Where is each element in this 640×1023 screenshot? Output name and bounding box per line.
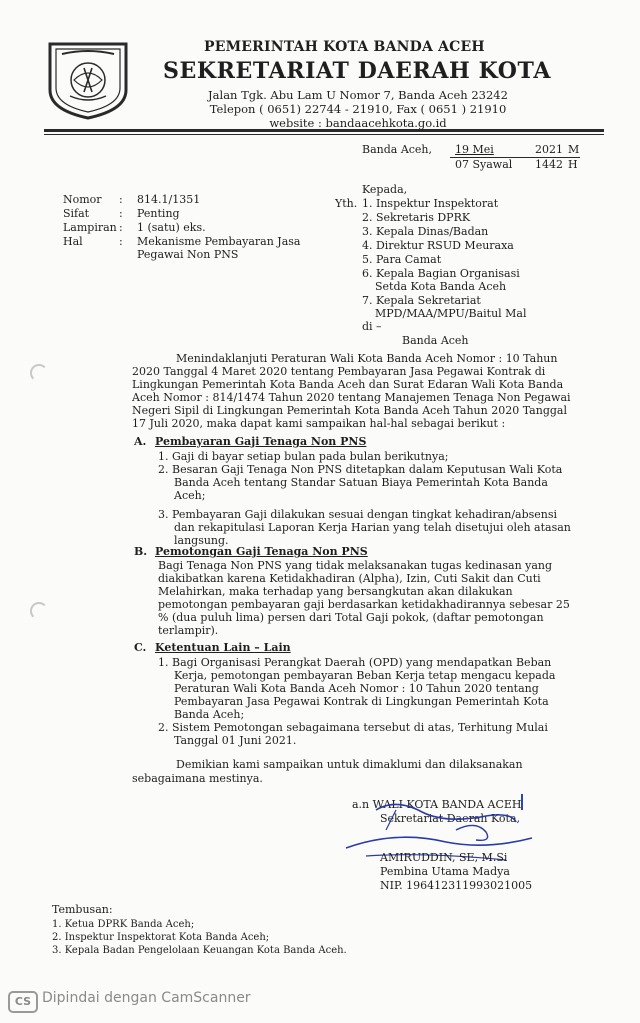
body-line: langsung.: [174, 534, 229, 547]
date-h: H: [568, 158, 578, 171]
punch-hole-mark: [30, 602, 48, 620]
date-m: M: [568, 143, 580, 156]
body-line: dan rekapitulasi Laporan Kerja Harian yang telah disetujui oleh atasan: [174, 521, 571, 534]
recipients-city: Banda Aceh: [402, 334, 469, 347]
meta-lampiran-value: 1 (satu) eks.: [137, 221, 206, 234]
body-line: 1. Bagi Organisasi Perangkat Daerah (OPD) yang mendapatkan Beban: [158, 656, 552, 669]
signature-an: a.n WALI KOTA BANDA ACEH: [352, 798, 522, 811]
tembusan-item: 1. Ketua DPRK Banda Aceh;: [52, 919, 195, 930]
letterhead-rule-thin: [44, 134, 604, 135]
letterhead-contact: [188, 88, 528, 130]
letterhead-rule-thick: [44, 129, 604, 132]
body-intro: [132, 352, 578, 430]
signatory-name: AMIRUDDIN, SE, M.Si: [380, 851, 508, 864]
body-line: 1. Gaji di bayar setiap bulan pada bulan berikutnya;: [158, 450, 449, 463]
body-line: Lingkungan Pemerintah Kota Banda Aceh dan Surat Edaran Wali Kota Banda: [132, 378, 564, 391]
date-place: Banda Aceh,: [362, 143, 433, 156]
section-a-title: Pembayaran Gaji Tenaga Non PNS: [155, 435, 367, 448]
recipient-item: 7. Kepala Sekretariat: [362, 294, 481, 307]
meta-sifat-value: Penting: [137, 207, 180, 220]
tembusan-item: 2. Inspektur Inspektorat Kota Banda Aceh;: [52, 932, 270, 943]
meta-nomor-label: Nomor: [63, 193, 102, 206]
meta-colon: :: [119, 207, 123, 220]
letterhead-office: SEKRETARIAT DAERAH KOTA: [163, 58, 551, 84]
body-line: Aceh;: [174, 489, 206, 502]
closing-line-1: Demikian kami sampaikan untuk dimaklumi dan dilaksanakan: [176, 758, 523, 771]
section-b-body: [158, 559, 582, 637]
recipients-di: di –: [362, 320, 382, 333]
recipient-item: 3. Kepala Dinas/Badan: [362, 225, 489, 238]
section-a-letter: A.: [134, 435, 147, 448]
city-emblem-logo: [44, 38, 132, 122]
signatory-rank: Pembina Utama Madya: [380, 865, 510, 878]
body-line: Bagi Tenaga Non PNS yang tidak melaksanakan tugas kedinasan yang: [158, 559, 553, 572]
signature-title: Sekretariat Daerah Kota,: [380, 812, 521, 825]
meta-colon: :: [119, 235, 123, 248]
date-year: 2021: [535, 143, 563, 156]
section-a-body: [158, 450, 582, 547]
recipient-item: 4. Direktur RSUD Meuraxa: [362, 239, 514, 252]
meta-hal-value-1: Mekanisme Pembayaran Jasa: [137, 235, 301, 248]
closing-line-2: sebagaimana mestinya.: [132, 772, 263, 785]
recipient-item: 1. Inspektur Inspektorat: [362, 197, 499, 210]
body-line: 2. Besaran Gaji Tenaga Non PNS ditetapkan dalam Keputusan Wali Kota: [158, 463, 563, 476]
body-line: Negeri Sipil di Lingkungan Pemerintah Kota Banda Aceh Tahun 2020 Tanggal: [132, 404, 567, 417]
body-line: 17 Juli 2020, maka dapat kami sampaikan hal-hal sebagai berikut :: [132, 417, 506, 430]
meta-hal-label: Hal: [63, 235, 83, 248]
recipient-item: 2. Sekretaris DPRK: [362, 211, 471, 224]
date-gregorian: 19 Mei: [455, 143, 494, 156]
camscanner-watermark-label: Dipindai dengan CamScanner: [42, 990, 251, 1006]
meta-hal-value-2: Pegawai Non PNS: [137, 248, 239, 261]
recipient-item-cont: MPD/MAA/MPU/Baitul Mal: [375, 307, 527, 320]
tembusan-label: Tembusan:: [52, 903, 113, 916]
tembusan-item: 3. Kepala Badan Pengelolaan Keuangan Kota Banda Aceh.: [52, 945, 347, 956]
meta-colon: :: [119, 193, 123, 206]
body-line: 3. Pembayaran Gaji dilakukan sesuai dengan tingkat kehadiran/absensi: [158, 508, 558, 521]
letterhead-address: Jalan Tgk. Abu Lam U Nomor 7, Banda Aceh 23242: [208, 88, 508, 102]
body-line: Aceh Nomor : 814/1474 Tahun 2020 tentang Manajemen Tenaga Non Pegawai: [132, 391, 571, 404]
recipient-item: 6. Kepala Bagian Organisasi: [362, 267, 520, 280]
signatory-nip: NIP. 196412311993021005: [380, 879, 533, 892]
section-b-letter: B.: [134, 545, 148, 558]
letterhead-phone: Telepon ( 0651) 22744 - 21910, Fax ( 0651 ) 21910: [209, 102, 507, 116]
recipients-yth: Yth.: [335, 197, 358, 210]
recipient-item-cont: Setda Kota Banda Aceh: [375, 280, 507, 293]
body-line: diakibatkan karena Ketidakhadiran (Alpha), Izin, Cuti Sakit dan Cuti: [158, 572, 541, 585]
meta-colon: :: [119, 221, 123, 234]
body-line: Kerja, pemotongan pembayaran Beban Kerja tetap mengacu kepada: [174, 669, 556, 682]
meta-nomor-value: 814.1/1351: [137, 193, 201, 206]
date-hijri: 07 Syawal: [455, 158, 513, 171]
section-c-body: [158, 656, 582, 747]
body-line: Pembayaran Jasa Pegawai Kontrak di Lingkungan Pemerintah Kota: [174, 695, 549, 708]
body-line: pemotongan pembayaran gaji berdasarkan ketidakhadirannya sebesar 25: [158, 598, 570, 611]
body-line: % (dua puluh lima) persen dari Total Gaji pokok, (daftar pemotongan: [158, 611, 544, 624]
body-line: Peraturan Wali Kota Banda Aceh Nomor : 10 Tahun 2020 tentang: [174, 682, 539, 695]
letterhead-government: PEMERINTAH KOTA BANDA ACEH: [204, 39, 485, 55]
section-b-title: Pemotongan Gaji Tenaga Non PNS: [155, 545, 368, 558]
punch-hole-mark: [30, 364, 48, 382]
section-c-letter: C.: [134, 641, 147, 654]
body-line: Menindaklanjuti Peraturan Wali Kota Banda Aceh Nomor : 10 Tahun: [176, 352, 558, 365]
meta-sifat-label: Sifat: [63, 207, 90, 220]
letterhead-website: website : bandaacehkota.go.id: [269, 116, 447, 130]
date-hijri-year: 1442: [535, 158, 563, 171]
body-line: Melahirkan, maka terhadap yang bersangkutan akan dilakukan: [158, 585, 513, 598]
body-line: Banda Aceh tentang Standar Satuan Biaya Pemerintah Kota Banda: [174, 476, 548, 489]
meta-lampiran-label: Lampiran: [63, 221, 117, 234]
body-line: terlampir).: [158, 624, 219, 637]
camscanner-logo-icon: CS: [8, 991, 38, 1013]
body-line: 2. Sistem Pemotongan sebagaimana tersebut di atas, Terhitung Mulai: [158, 721, 548, 734]
recipients-kepada: Kepada,: [362, 183, 408, 196]
section-c-title: Ketentuan Lain – Lain: [155, 641, 291, 654]
body-line: Banda Aceh;: [174, 708, 245, 721]
recipient-item: 5. Para Camat: [362, 253, 442, 266]
body-line: 2020 Tanggal 4 Maret 2020 tentang Pembayaran Jasa Pegawai Kontrak di: [132, 365, 546, 378]
body-line: Tanggal 01 Juni 2021.: [174, 734, 297, 747]
